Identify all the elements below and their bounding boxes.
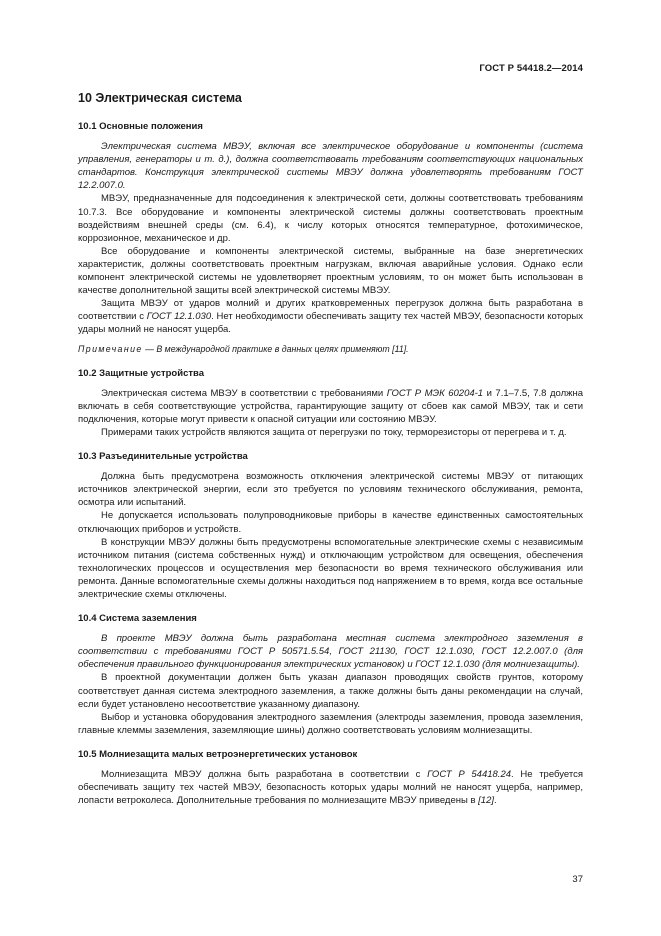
note	[78, 343, 583, 356]
standard-reference: ГОСТ Р МЭК 60204-1	[386, 387, 484, 399]
section-title: 10 Электрическая система	[78, 91, 242, 105]
paragraph: Электрическая система МВЭУ, включая все электрическое оборудование и компоненты (система управления, генераторы и т. д.), должна соответствовать требованиям соответствующих национальных стандартов. Конструкция электрической системы МВЭУ должна удовлетворять требованиям ГОСТ 12.2.007.0.	[78, 141, 583, 192]
text-run: Молниезащита МВЭУ должна быть разработана в соответствии с	[101, 769, 428, 781]
bibliography-reference: [12]	[478, 795, 495, 807]
paragraph: В проекте МВЭУ должна быть разработана местная система электродного заземления в соответствии с требованиями ГОСТ Р 50571.5.54, ГОСТ 21130, ГОСТ 12.1.030, ГОСТ 12.2.007.0 (для обеспечения правильного функционирования электрических установок) и ГОСТ 12.1.030 (для молниезащиты).	[78, 633, 583, 671]
paragraph	[78, 768, 583, 807]
standard-reference: ГОСТ 12.1.030	[146, 311, 212, 323]
paragraph: Должна быть предусмотрена возможность отключения электрической системы МВЭУ от питающих источников электрической энергии, если это требуется по условиям технического обслуживания, ремонта, осмотра или испытаний.	[78, 471, 583, 509]
text-run: Электрическая система МВЭУ в соответствии с требованиями	[101, 387, 387, 399]
paragraph: МВЭУ, предназначенные для подсоединения к электрической сети, должны соответствовать требованиям 10.7.3. Все оборудование и компоненты электрической системы должны соответствовать проектным воздействиям внешней среды (см. 6.4), к числу которых относятся температурное, фотохимическое, коррозионное, механическое и др.	[78, 193, 583, 244]
subsection-title-10-3: 10.3 Разъединительные устройства	[78, 451, 248, 463]
text-run: . Не требуется обеспечивать защиту тех частей МВЭУ, безопасность которых удары молний не наносят ущерба, например, лопасти ветроколеса. Дополнительные требования по молниезащите МВЭУ приведены в	[78, 769, 583, 807]
paragraph	[78, 297, 583, 336]
paragraph: Примерами таких устройств являются защита от перегрузки по току, терморезисторы от перегрева и т. д.	[101, 426, 567, 438]
text-run: и 7.1–7.5, 7.8 должна включать в себя соответствующие устройства, гарантирующие защиту от сбоев как самой МВЭУ, так и сети подключения, которые могут привести к опасной ситуации или состоянию МВЭУ.	[78, 387, 584, 425]
text-run: . Нет необходимости обеспечивать защиту тех частей МВЭУ, безопасности которых удары молний не наносят ущерба.	[78, 311, 583, 336]
text-run: .	[494, 795, 497, 807]
paragraph: Выбор и установка оборудования электродного заземления (электроды заземления, провода заземления, главные клеммы заземления, заземляющие шины) должно соответствовать условиям молниезащиты.	[78, 711, 583, 736]
paragraph: В конструкции МВЭУ должны быть предусмотрены вспомогательные электрические схемы с независимым источником питания (система собственных нужд) и отключающим устройством для освещения, обеспечения технологических процессов и осуществления мер безопасности во время технического обслуживания или ремонта. Данные вспомогательные схемы должны находиться под напряжением в то время, когда все остальные электрические схемы отключены.	[78, 536, 583, 600]
page-number: 37	[572, 874, 583, 885]
document-body	[78, 90, 583, 807]
paragraph: Все оборудование и компоненты электрической системы, выбранные на базе энергетических характеристик, должны соответствовать проектным нагрузкам, включая аварийные условия. Однако если компонент электрической системы не удовлетворяет проектным условиям, то он может быть использован в качестве дополнительной защиты всей электрической системы МВЭУ.	[78, 245, 583, 297]
document-code-header: ГОСТ Р 54418.2—2014	[479, 63, 583, 74]
note-label: Примечание	[78, 343, 143, 354]
standard-reference: ГОСТ Р 54418.24	[427, 769, 512, 781]
subsection-title-10-1: 10.1 Основные положения	[78, 121, 203, 132]
subsection-title-10-5: 10.5 Молниезащита малых ветроэнергетических установок	[78, 748, 358, 760]
subsection-title-10-2: 10.2 Защитные устройства	[78, 367, 205, 379]
subsection-title-10-4: 10.4 Система заземления	[78, 613, 197, 625]
paragraph: В проектной документации должен быть указан диапазон проводящих свойств грунтов, которому соответствует данная система электродного заземления, а также должны быть даны рекомендации на случай, если будет установлено несоответствие указанному диапазону.	[78, 672, 583, 710]
text-run: Защита МВЭУ от ударов молний и других кратковременных перегрузок должна быть разработана в соответствии с	[78, 298, 583, 323]
paragraph	[78, 387, 583, 426]
paragraph: Не допускается использовать полупроводниковые приборы в качестве единственных самостоятельных отключающих приборов и устройств.	[78, 510, 583, 535]
note-text: — В международной практике в данных целях применяют [11].	[142, 343, 409, 354]
